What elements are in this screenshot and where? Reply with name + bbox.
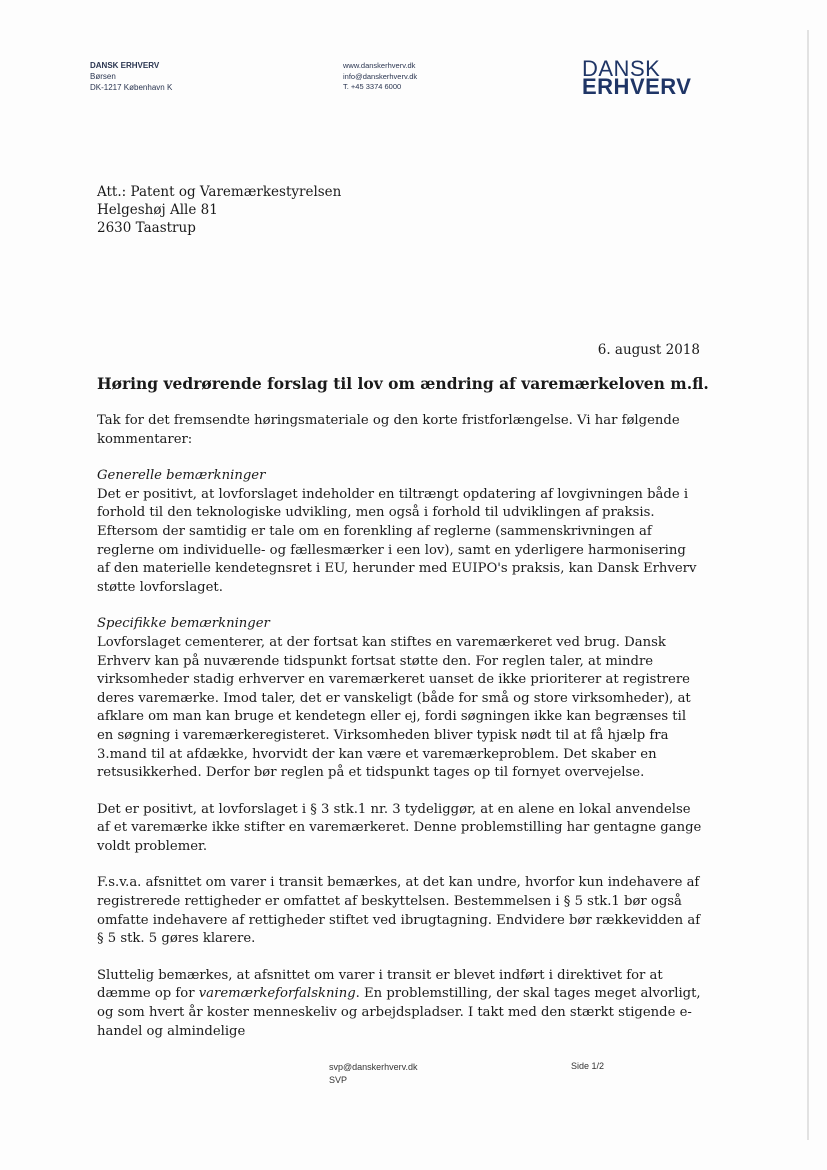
footer-initials: SVP <box>329 1075 348 1085</box>
sender-city: DK-1217 København K <box>90 83 173 92</box>
letter-body <box>97 412 702 1041</box>
letter-title: Høring vedrørende forslag til lov om ændring af varemærkeloven m.fl. <box>97 374 709 393</box>
specific-paragraph-3: F.s.v.a. afsnittet om varer i transit bemærkes, at det kan undre, hvorfor kun indehavere af registrerede rettigheder er omfattet af beskyttelsen. Bestemmelsen i § 5 stk.1 bør også omfatte indehavere af rettigheder stiftet ved ibrugtagning. Endvidere bør rækkevidden af § 5 stk. 5 gøres klarere. <box>97 875 701 947</box>
footer-email: svp@danskerhverv.dk <box>329 1062 418 1072</box>
sender-email: info@danskerhverv.dk <box>343 71 418 81</box>
paragraph-4-emphasis: varemærkeforfalskning <box>198 986 356 1002</box>
sender-contact <box>343 61 417 93</box>
sender-street: Børsen <box>90 72 116 81</box>
specific-paragraph-1: Lovforslaget cementerer, at der fortsat kan stiftes en varemærkeret ved brug. Dansk Erhverv kan på nuværende tidspunkt fortsat støtte den. For reglen taler, at mindre virksomheder stadig erhverver en varemærkeret uanset de ikke prioriterer at registrere deres varemærke. Imod taler, det er vanskeligt (både for små og store virksomheder), at afklare om man kan bruge et kendetegn eller ej, fordi søgningen ikke kan begrænses til en søgning i varemærkeregisteret. Virksomheden bliver typisk nødt til at få hjælp fra 3.mand til at afdække, hvorvidt der kan være et varemærkeproblem. Det skaber en retsusikkerhed. Derfor bør reglen på et tidspunkt tages op til fornyet overvejelse. <box>97 634 691 781</box>
recipient-line2: Helgeshøj Alle 81 <box>97 202 218 218</box>
general-paragraph-2: Eftersom der samtidig er tale om en forenkling af reglerne (sammenskrivningen af reglerne om individuelle- og fællesmærker i een lov), samt en yderligere harmonisering af den materielle kendetegnsret i EU, herunder med EUIPO's praksis, kan Dansk Erhverv støtte lovforslaget. <box>97 523 697 595</box>
general-paragraph-1: Det er positivt, at lovforslaget indeholder en tiltrængt opdatering af lovgivningen både i forhold til den teknologiske udvikling, men også i forhold til udviklingen af praksis. <box>97 486 689 521</box>
logo-line2: ERHVERV <box>582 74 692 99</box>
sender-org-name: DANSK ERHVERV <box>90 61 160 70</box>
footer-contact <box>329 1061 418 1087</box>
paragraph-4-end: . En problemstilling, der skal tages meget alvorligt, og som hvert år koster menneskeliv og arbejdspladser. I takt med den stærkt stigende e-handel og almindelige <box>97 986 701 1039</box>
letter-date: 6. august 2018 <box>597 342 700 358</box>
dansk-erhverv-logo <box>582 56 692 99</box>
specific-paragraph-4 <box>97 967 702 1041</box>
page-number: Side 1/2 <box>571 1061 605 1071</box>
general-heading: Generelle bemærkninger <box>97 468 266 484</box>
logo-line1: DANSK <box>582 56 661 81</box>
sender-address <box>90 60 172 93</box>
paragraph-4-start: Sluttelig bemærkes, at afsnittet om varer i transit er blevet indført i direktivet for at dæmme op for <box>97 967 663 1002</box>
specific-heading: Specifikke bemærkninger <box>97 616 270 632</box>
sender-website: www.danskerhverv.dk <box>343 61 416 70</box>
page-edge-shadow <box>807 30 809 1140</box>
recipient-address <box>97 183 341 237</box>
sender-phone: T. +45 3374 6000 <box>343 82 402 91</box>
intro-paragraph: Tak for det fremsendte høringsmateriale og den korte fristforlængelse. Vi har følgende kommentarer: <box>97 413 680 447</box>
recipient-line1: Att.: Patent og Varemærkestyrelsen <box>97 184 342 200</box>
specific-paragraph-2: Det er positivt, at lovforslaget i § 3 stk.1 nr. 3 tydeliggør, at en alene en lokal anvendelse af et varemærke ikke stifter en varemærkeret. Denne problemstilling har gentagne gange voldt problemer. <box>97 801 702 854</box>
recipient-line3: 2630 Taastrup <box>97 220 196 236</box>
